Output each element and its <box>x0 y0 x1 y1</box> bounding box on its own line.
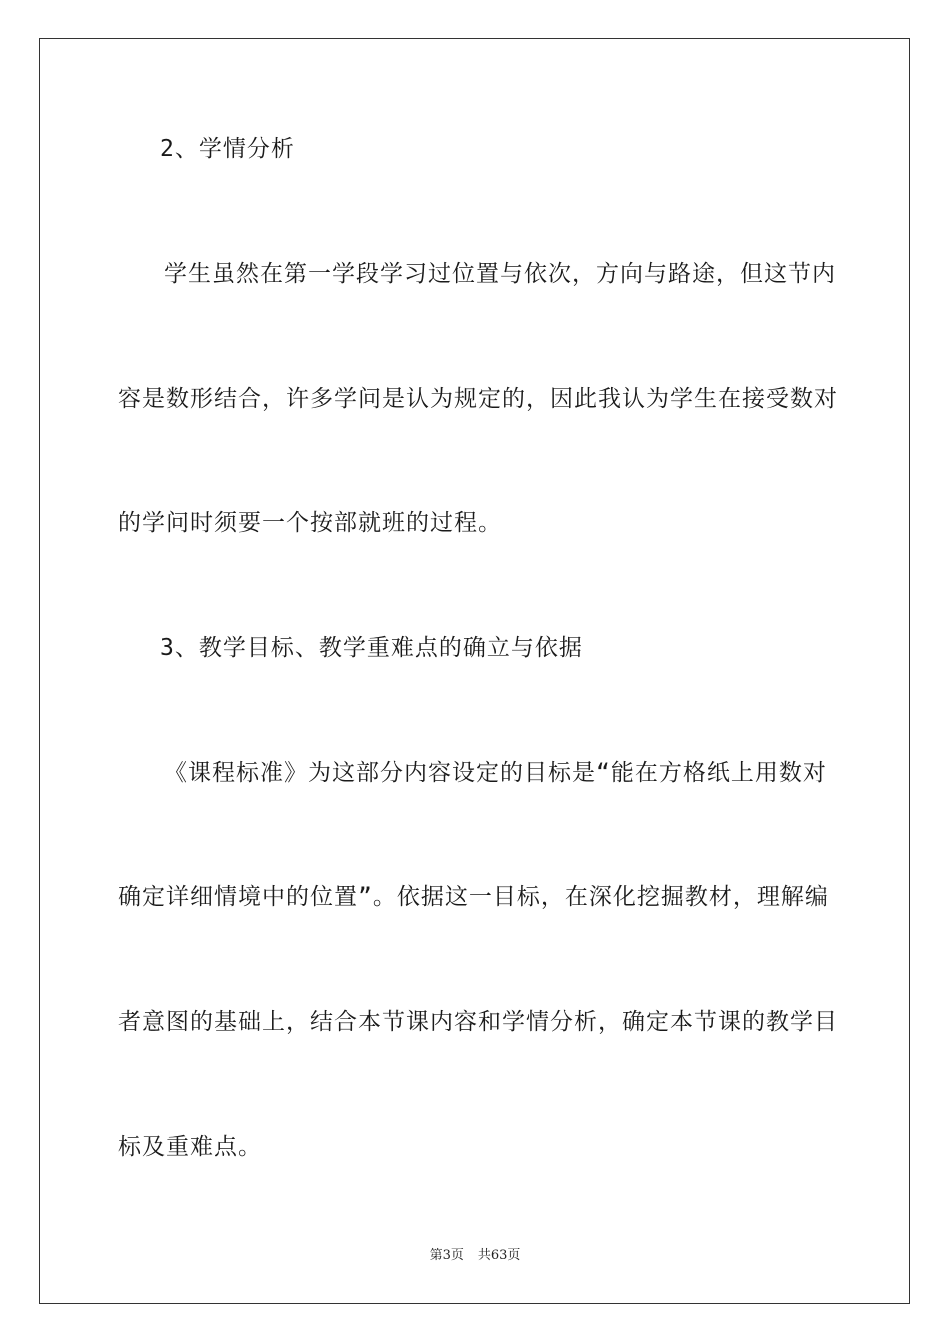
paragraph-line: 容是数形结合，许多学问是认为规定的，因此我认为学生在接受数对 <box>118 386 838 412</box>
paragraph-line: 的学问时须要一个按部就班的过程。 <box>118 510 502 536</box>
paragraph-line: 确定详细情境中的位置”。依据这一目标，在深化挖掘教材，理解编 <box>118 884 829 910</box>
paragraph-line: 学生虽然在第一学段学习过位置与依次，方向与路途，但这节内 <box>164 261 836 287</box>
page-number: 第3页 <box>429 1248 464 1263</box>
page-total: 共63页 <box>477 1248 521 1263</box>
section-heading-2: 2、学情分析 <box>160 136 295 162</box>
paragraph-line: 者意图的基础上，结合本节课内容和学情分析，确定本节课的教学目 <box>118 1009 838 1035</box>
page-border <box>39 38 910 1304</box>
paragraph-line: 《课程标准》为这部分内容设定的目标是“能在方格纸上用数对 <box>164 760 827 786</box>
section-heading-3: 3、教学目标、教学重难点的确立与依据 <box>160 635 583 661</box>
page-footer <box>0 1247 950 1265</box>
paragraph-line: 标及重难点。 <box>118 1134 262 1160</box>
